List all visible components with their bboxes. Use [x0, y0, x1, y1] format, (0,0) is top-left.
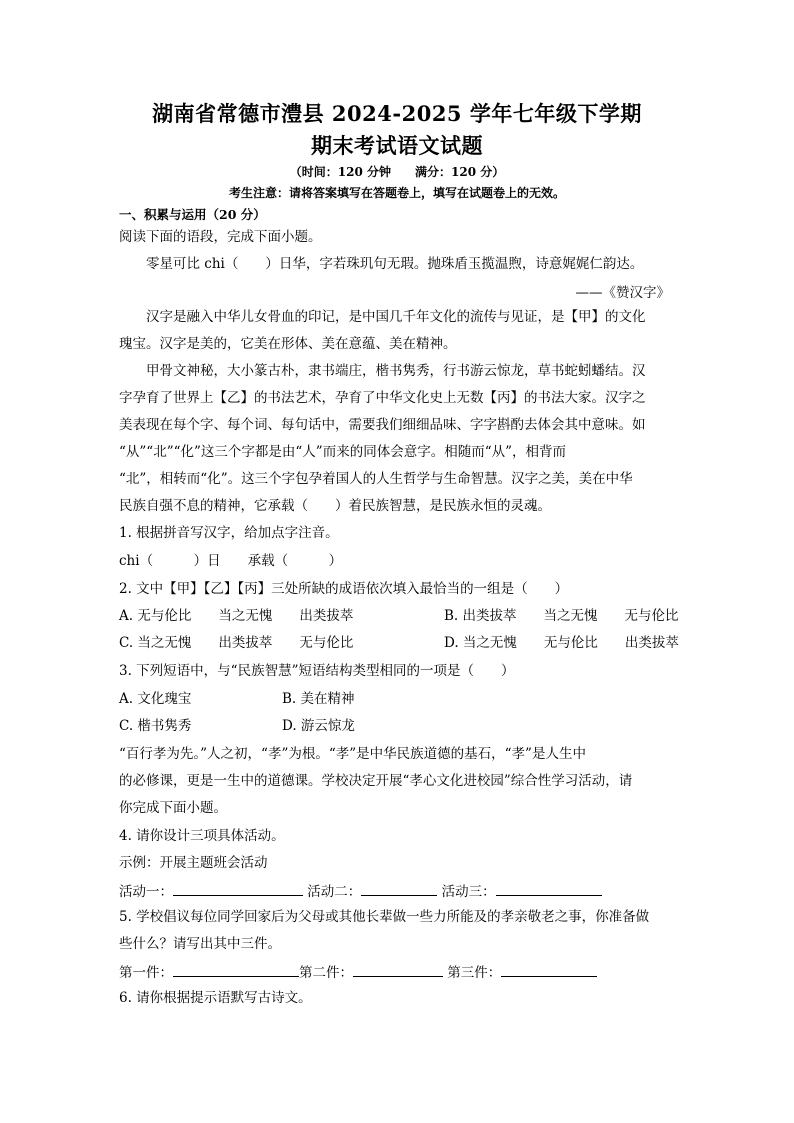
- question-1-answer-line: chi（ ）日 承载（ ）: [119, 553, 343, 569]
- time-score-info: （时间：120 分钟 满分：120 分）: [289, 165, 505, 179]
- q2-option-b: B. 出类拔萃 当之无愧 无与伦比: [444, 608, 679, 624]
- q3-option-c: C. 楷书隽秀: [119, 718, 192, 734]
- task-2-label: 第二件：: [299, 965, 353, 981]
- passage-line: “从”“北”“化”这三个字都是由“人”而来的同体会意字。相随而“从”，相背而: [119, 444, 567, 460]
- q2-option-c: C. 当之无愧 出类拔萃 无与伦比: [119, 635, 354, 651]
- passage-line: 民族自强不息的精神，它承载（ ）着民族智慧，是民族永恒的灵魂。: [119, 498, 551, 514]
- question-6: 6. 请你根据提示语默写古诗文。: [119, 990, 312, 1006]
- question-5-line1: 5. 学校倡议每位同学回家后为父母或其他长辈做一些力所能及的孝亲敬老之事，你准备做: [119, 909, 650, 925]
- task-3-label: 第三件：: [447, 965, 502, 981]
- passage2-line: “百行孝为先。”人之初，“孝”为根。“孝”是中华民族道德的基石，“孝”是人生中: [119, 746, 586, 762]
- activity-1-label: 活动一：: [119, 884, 173, 900]
- passage-line: “北”，相转而“化”。这三个字包孕着国人的人生哲学与生命智慧。汉字之美，美在中华: [119, 471, 633, 487]
- q3-option-d: D. 游云惊龙: [282, 718, 355, 734]
- q2-option-d: D. 当之无愧 无与伦比 出类拔萃: [444, 635, 679, 651]
- activity-2-label: 活动二：: [307, 884, 362, 900]
- activity-3-label: 活动三：: [441, 884, 496, 900]
- exam-title-line2: 期末考试语文试题: [311, 133, 483, 158]
- poem-source: ——《赞汉字》: [575, 285, 670, 301]
- passage-line: 汉字是融入中华儿女骨血的印记，是中国几千年文化的流传与见证，是【甲】的文化: [146, 309, 646, 325]
- passage-line: 甲骨文神秘，大小篆古朴，隶书端庄，楷书隽秀，行书游云惊龙，草书蛇蚓蟠结。汉: [146, 363, 646, 379]
- question-1: 1. 根据拼音写汉字，给加点字注音。: [119, 525, 339, 541]
- section1-instruction: 阅读下面的语段，完成下面小题。: [119, 229, 322, 245]
- candidate-notice: 考生注意：请将答案填写在答题卷上，填写在试题卷上的无效。: [228, 186, 565, 200]
- passage2-line: 的必修课，更是一生中的道德课。学校决定开展“孝心文化进校园”综合性学习活动，请: [119, 773, 633, 789]
- question-4-example: 示例：开展主题班会活动: [119, 855, 268, 871]
- question-2: 2. 文中【甲】【乙】【丙】三处所缺的成语依次填入最恰当的一组是（ ）: [119, 581, 569, 597]
- question-3: 3. 下列短语中，与“民族智慧”短语结构类型相同的一项是（ ）: [119, 663, 515, 679]
- exam-title-line1: 湖南省常德市澧县 2024-2025 学年七年级下学期: [152, 101, 642, 126]
- activity-3-blank[interactable]: [496, 881, 602, 896]
- section1-heading: 一、积累与运用（20 分）: [119, 207, 266, 222]
- q3-option-a: A. 文化瑰宝: [119, 691, 192, 707]
- q2-option-a: A. 无与伦比 当之无愧 出类拔萃: [119, 608, 354, 624]
- task-1-blank[interactable]: [173, 962, 299, 977]
- passage-line: 瑰宝。汉字是美的，它美在形体、美在意蕴、美在精神。: [119, 336, 457, 352]
- task-3-blank[interactable]: [501, 962, 597, 977]
- task-2-blank[interactable]: [353, 962, 443, 977]
- question-5-line2: 些什么？请写出其中三件。: [119, 936, 281, 952]
- passage-line: 字孕育了世界上【乙】的书法艺术，孕育了中华文化史上无数【丙】的书法大家。汉字之: [119, 390, 646, 406]
- question-5-answer-row: [119, 962, 597, 982]
- question-4: 4. 请你设计三项具体活动。: [119, 828, 285, 844]
- activity-1-blank[interactable]: [173, 881, 303, 896]
- poem-quote: 零星可比 chi（ ）日华，字若珠玑句无瑕。抛珠盾玉揽温煦，诗意娓娓仁韵达。: [146, 256, 644, 272]
- task-1-label: 第一件：: [119, 965, 173, 981]
- passage2-line: 你完成下面小题。: [119, 800, 227, 816]
- activity-2-blank[interactable]: [361, 881, 437, 896]
- passage-line: 美表现在每个字、每个词、每句话中，需要我们细细品味、字字斟酌去体会其中意味。如: [119, 417, 646, 433]
- question-4-answer-row: [119, 881, 602, 901]
- q3-option-b: B. 美在精神: [282, 691, 355, 707]
